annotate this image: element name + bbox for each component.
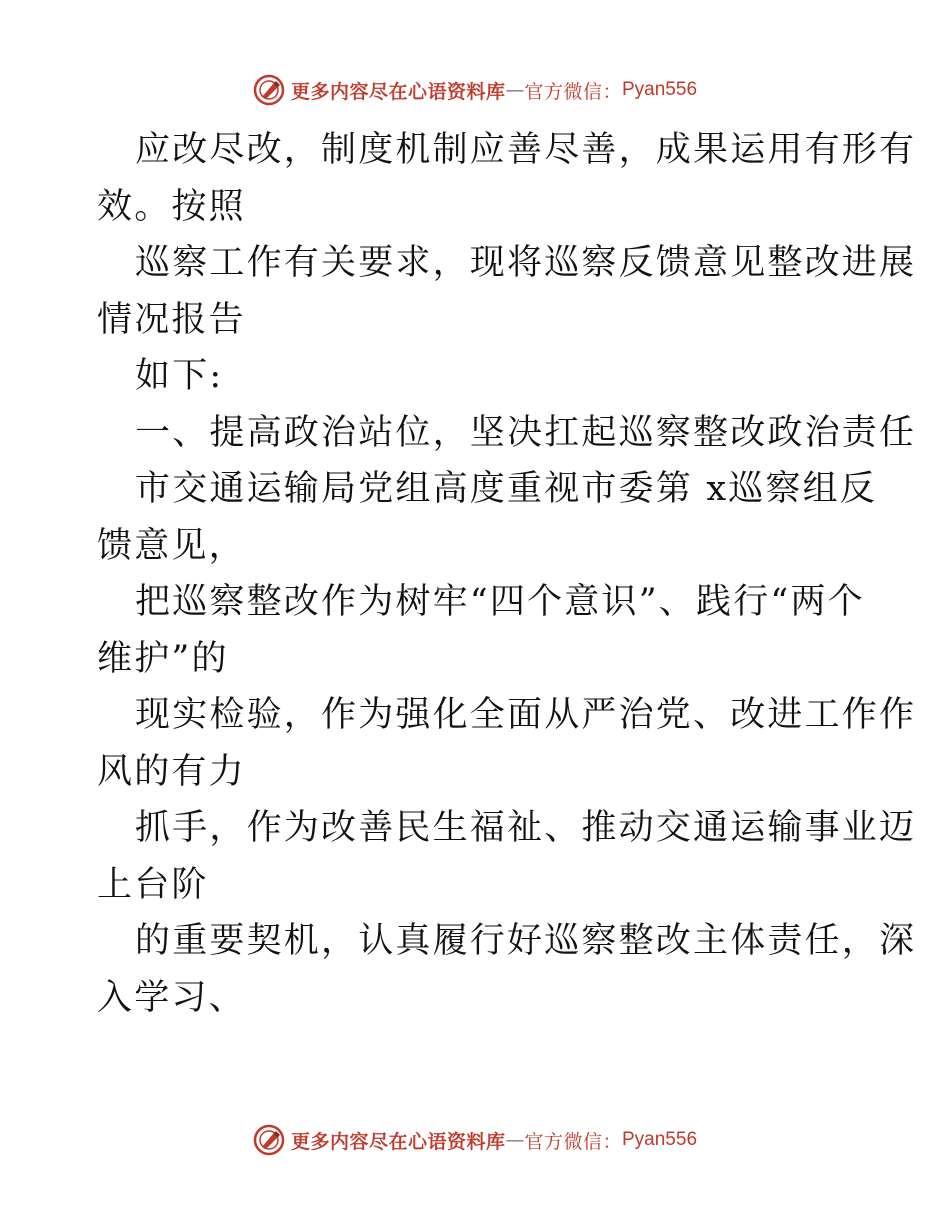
watermark-wechat-id: Pyan556 [622, 79, 698, 100]
watermark-sub-text: 官方微信： [524, 80, 622, 103]
pen-nib-circle-icon [253, 74, 285, 106]
text-line: 的重要契机，认真履行好巡察整改主体责任，深 [135, 921, 917, 961]
text-line: 应改尽改，制度机制应善尽善，成果运用有形有 [135, 130, 917, 170]
text-line: 情况报告 [97, 299, 246, 340]
text-line: 巡察工作有关要求，现将巡察反馈意见整改进展 [135, 243, 917, 283]
text-line: 入学习、 [97, 977, 246, 1018]
text-line: 抓手，作为改善民生福祉、推动交通运输事业迈 [135, 808, 917, 848]
text-line: 上台阶 [97, 864, 209, 905]
pen-nib-circle-icon [253, 1124, 285, 1156]
watermark-dash: — [505, 1129, 525, 1151]
watermark-dash: — [505, 79, 525, 101]
text-line: 效。按照 [97, 186, 246, 227]
text-line: 馈意见， [97, 525, 246, 566]
watermark-main-text: 更多内容尽在心语资料库 [290, 80, 506, 103]
text-line: 市交通运输局党组高度重视市委第 x巡察组反 [135, 469, 878, 509]
text-line: 如下: [135, 356, 224, 396]
text-line: 现实检验，作为强化全面从严治党、改进工作作 [135, 695, 917, 735]
document-body [97, 122, 917, 1026]
footer-watermark [0, 1122, 950, 1158]
watermark-main-text: 更多内容尽在心语资料库 [290, 1130, 506, 1153]
text-line: 维护”的 [97, 638, 229, 679]
section-heading: 一、提高政治站位，坚决扛起巡察整改政治责任 [135, 412, 917, 453]
watermark-sub-text: 官方微信： [524, 1130, 622, 1153]
text-line: 风的有力 [97, 751, 246, 792]
header-watermark [0, 72, 950, 108]
watermark-wechat-id: Pyan556 [622, 1129, 698, 1150]
text-line: 把巡察整改作为树牢“四个意识”、践行“两个 [135, 582, 865, 622]
